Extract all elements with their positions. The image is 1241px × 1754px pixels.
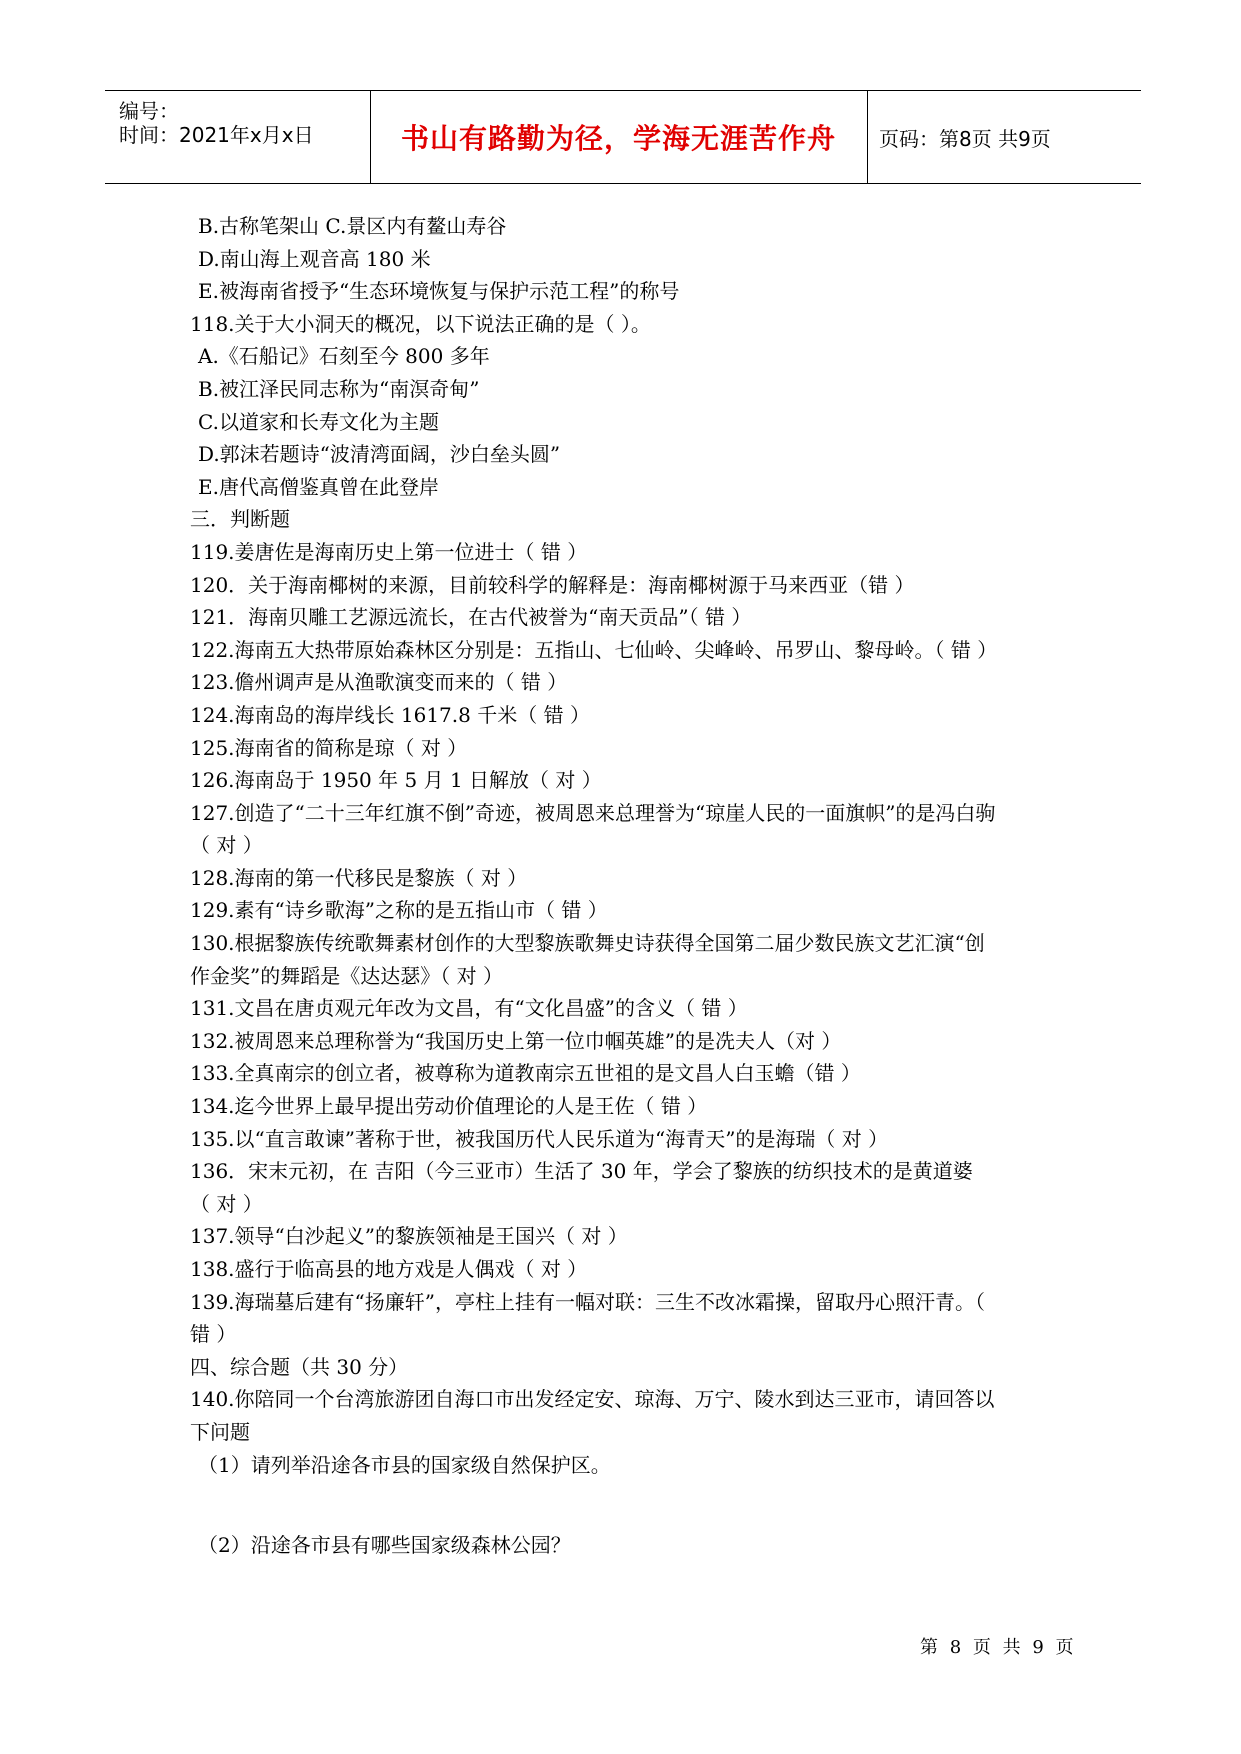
question-line: 136．宋末元初，在 吉阳（今三亚市）生活了 30 年，学会了黎族的纺织技术的是黄道婆: [190, 1159, 973, 1184]
page-header: [105, 90, 1141, 184]
header-left-cell: [105, 91, 371, 183]
question-line: 135.以“直言敢谏”著称于世，被我国历代人民乐道为“海青天”的是海瑞（ 对 ）: [190, 1126, 889, 1151]
question-line: 131.文昌在唐贞观元年改为文昌，有“文化昌盛”的含义（ 错 ）: [190, 996, 748, 1021]
document-number-label: 编号：: [119, 99, 179, 123]
question-line: 错 ）: [190, 1322, 237, 1347]
text-line: D.郭沫若题诗“波清湾面阔，沙白垒头圆”: [198, 442, 561, 467]
question-line: 132.被周恩来总理称誉为“我国历史上第一位巾帼英雄”的是冼夫人（对 ）: [190, 1028, 842, 1053]
question-line: （ 对 ）: [190, 1191, 263, 1216]
text-line: B.被江泽民同志称为“南溟奇甸”: [198, 376, 480, 401]
question-line: 134.迄今世界上最早提出劳动价值理论的人是王佐（ 错 ）: [190, 1094, 708, 1119]
question-line: 140.你陪同一个台湾旅游团自海口市出发经定安、琼海、万宁、陵水到达三亚市，请回答以: [190, 1387, 995, 1412]
text-line: E.唐代高僧鉴真曾在此登岸: [198, 474, 439, 499]
question-line: 138.盛行于临高县的地方戏是人偶戏（ 对 ）: [190, 1257, 588, 1281]
question-line: 120．关于海南椰树的来源，目前较科学的解释是：海南椰树源于马来西亚（错 ）: [190, 572, 915, 597]
section-heading: 三．判断题: [190, 507, 290, 532]
question-line: 下问题: [190, 1419, 250, 1444]
header-motto: 书山有路勤为径，学海无涯苦作舟: [400, 122, 836, 155]
question-line: 139.海瑞墓后建有“扬廉轩”，亭柱上挂有一幅对联：三生不改冰霜操，留取丹心照汗青。（: [190, 1289, 985, 1314]
header-motto-cell: [370, 91, 868, 183]
question-line: 122.海南五大热带原始森林区分别是：五指山、七仙岭、尖峰岭、吊罗山、黎母岭。（ 错 ）: [190, 637, 998, 662]
question-line: 128.海南的第一代移民是黎族（ 对 ）: [190, 865, 528, 890]
question-line: 125.海南省的简称是琼（ 对 ）: [190, 735, 468, 760]
question-line: （ 对 ）: [190, 833, 263, 858]
text-line: C.以道家和长寿文化为主题: [198, 409, 439, 434]
question-line: 124.海南岛的海岸线长 1617.8 千米（ 错 ）: [190, 702, 590, 727]
question-line: 119.姜唐佐是海南历史上第一位进士（ 错 ）: [190, 539, 588, 564]
header-page-cell: [867, 91, 1141, 183]
document-body: [190, 210, 1070, 1562]
text-line: B.古称笔架山 C.景区内有鳌山寿谷: [198, 214, 507, 238]
section-heading: 四、综合题（共 30 分）: [190, 1354, 409, 1379]
page-footer: 第 8 页 共 9 页: [920, 1637, 1077, 1658]
text-line: D.南山海上观音高 180 米: [198, 246, 431, 271]
sub-question-line: （1）请列举沿途各市县的国家级自然保护区。: [198, 1452, 611, 1477]
text-line: A.《石船记》石刻至今 800 多年: [198, 344, 490, 369]
question-line: 127.创造了“二十三年红旗不倒”奇迹，被周恩来总理誉为“琼崖人民的一面旗帜”的是冯白驹: [190, 800, 996, 825]
question-line: 作金奖”的舞蹈是《达达瑟》（ 对 ）: [190, 963, 503, 988]
text-line: E.被海南省授予“生态环境恢复与保护示范工程”的称号: [198, 279, 680, 304]
question-line: 130.根据黎族传统歌舞素材创作的大型黎族歌舞史诗获得全国第二届少数民族文艺汇演“创: [190, 931, 985, 956]
sub-question-line: （2）沿途各市县有哪些国家级森林公园？: [198, 1533, 571, 1558]
question-line: 121．海南贝雕工艺源远流长，在古代被誉为“南天贡品”（ 错 ）: [190, 605, 752, 630]
question-line: 126.海南岛于 1950 年 5 月 1 日解放（ 对 ）: [190, 768, 602, 793]
question-line: 133.全真南宗的创立者，被尊称为道教南宗五世祖的是文昌人白玉蟾（错 ）: [190, 1061, 861, 1086]
question-line: 123.儋州调声是从渔歌演变而来的（ 错 ）: [190, 670, 568, 695]
question-line: 129.素有“诗乡歌海”之称的是五指山市（ 错 ）: [190, 898, 608, 923]
document-time-label: 时间：2021年x月x日: [119, 123, 314, 147]
question-line: 118.关于大小洞天的概况，以下说法正确的是（ ）。: [190, 311, 651, 336]
question-line: 137.领导“白沙起义”的黎族领袖是王国兴（ 对 ）: [190, 1224, 628, 1249]
header-page-info: 页码：第8页 共9页: [879, 126, 1051, 151]
